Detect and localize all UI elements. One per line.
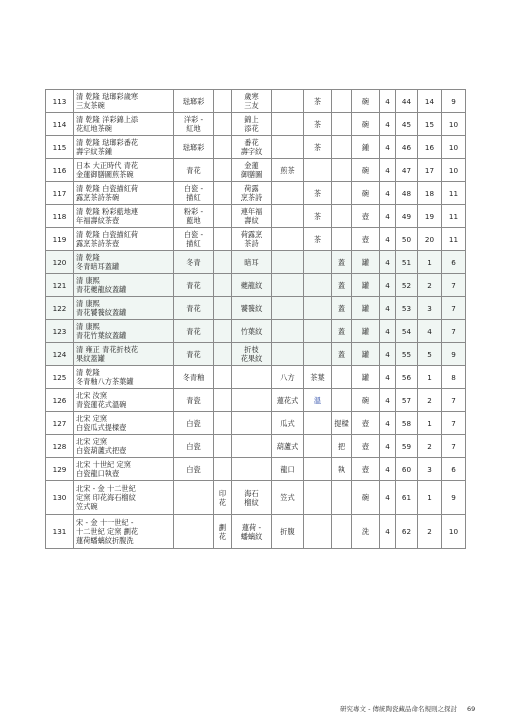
glaze-type: 青花 [174, 343, 214, 366]
function [304, 515, 332, 549]
sub-number: 5 [418, 343, 442, 366]
feature: 提樑 [332, 412, 352, 435]
serial-number: 62 [396, 515, 418, 549]
serial-number: 49 [396, 205, 418, 228]
name-length: 6 [442, 251, 466, 274]
category-code: 4 [380, 389, 396, 412]
sub-number: 2 [418, 274, 442, 297]
feature [332, 182, 352, 205]
vessel-type: 碗 [352, 481, 380, 515]
function: 茶 [304, 182, 332, 205]
sub-number: 4 [418, 320, 442, 343]
item-number: 130 [46, 481, 74, 515]
shape [272, 320, 304, 343]
motif: 金蓮 御膳圖 [232, 159, 272, 182]
vessel-type: 洗 [352, 515, 380, 549]
motif: 歲寒 三友 [232, 90, 272, 113]
item-number: 113 [46, 90, 74, 113]
item-number: 119 [46, 228, 74, 251]
name-length: 10 [442, 159, 466, 182]
feature: 蓋 [332, 251, 352, 274]
glaze-type: 琺瑯彩 [174, 90, 214, 113]
item-name: 清 康熙 青花饕餮紋蓋罐 [74, 297, 174, 320]
decoration-technique [214, 159, 232, 182]
function [304, 458, 332, 481]
decoration-technique [214, 343, 232, 366]
item-name: 北宋 - 金 十二世紀 定窯 印花海石榴紋 笠式碗 [74, 481, 174, 515]
table-row [46, 251, 466, 274]
name-length: 6 [442, 458, 466, 481]
glaze-type [174, 481, 214, 515]
name-length: 7 [442, 274, 466, 297]
item-name: 清 乾隆 琺瑯彩番花 壽字紋茶鍾 [74, 136, 174, 159]
function [304, 297, 332, 320]
feature: 蓋 [332, 297, 352, 320]
category-code: 4 [380, 297, 396, 320]
motif: 連年福 壽紋 [232, 205, 272, 228]
motif [232, 366, 272, 389]
decoration-technique [214, 113, 232, 136]
category-code: 4 [380, 320, 396, 343]
item-name: 清 乾隆 冬青暗耳蓋罐 [74, 251, 174, 274]
category-code: 4 [380, 251, 396, 274]
item-number: 127 [46, 412, 74, 435]
function [304, 159, 332, 182]
serial-number: 56 [396, 366, 418, 389]
name-length: 7 [442, 435, 466, 458]
decoration-technique [214, 274, 232, 297]
category-code: 4 [380, 113, 396, 136]
serial-number: 48 [396, 182, 418, 205]
item-name: 清 乾隆 粉彩藍地連 年福壽紋茶壺 [74, 205, 174, 228]
name-length: 9 [442, 481, 466, 515]
motif: 折枝 花果紋 [232, 343, 272, 366]
sub-number: 19 [418, 205, 442, 228]
shape [272, 136, 304, 159]
shape [272, 251, 304, 274]
name-length: 10 [442, 136, 466, 159]
sub-number: 1 [418, 481, 442, 515]
glaze-type: 白瓷 - 描紅 [174, 228, 214, 251]
table-row [46, 228, 466, 251]
category-code: 4 [380, 136, 396, 159]
motif [232, 412, 272, 435]
table-row [46, 435, 466, 458]
table-row [46, 320, 466, 343]
sub-number: 1 [418, 251, 442, 274]
category-code: 4 [380, 366, 396, 389]
serial-number: 59 [396, 435, 418, 458]
serial-number: 51 [396, 251, 418, 274]
name-length: 7 [442, 389, 466, 412]
vessel-type: 罐 [352, 251, 380, 274]
vessel-type: 罐 [352, 366, 380, 389]
name-length: 7 [442, 297, 466, 320]
function: 茶 [304, 113, 332, 136]
shape [272, 205, 304, 228]
motif [232, 435, 272, 458]
glaze-type: 冬青釉 [174, 366, 214, 389]
function: 茶葉 [304, 366, 332, 389]
shape [272, 274, 304, 297]
motif: 荷露 烹茶詩 [232, 182, 272, 205]
item-name: 清 乾隆 白瓷描紅荷 露烹茶詩茶壺 [74, 228, 174, 251]
decoration-technique: 印花 [214, 481, 232, 515]
category-code: 4 [380, 435, 396, 458]
feature [332, 90, 352, 113]
item-number: 124 [46, 343, 74, 366]
running-title: 研究專文 - 傳統陶瓷藏品命名規則之探討 [340, 705, 457, 713]
motif: 暗耳 [232, 251, 272, 274]
category-code: 4 [380, 159, 396, 182]
function: 茶 [304, 205, 332, 228]
shape: 瓜式 [272, 412, 304, 435]
vessel-type: 壺 [352, 435, 380, 458]
glaze-type: 冬青 [174, 251, 214, 274]
name-length: 11 [442, 205, 466, 228]
shape: 折腹 [272, 515, 304, 549]
feature [332, 389, 352, 412]
serial-number: 60 [396, 458, 418, 481]
serial-number: 45 [396, 113, 418, 136]
glaze-type: 青花 [174, 274, 214, 297]
decoration-technique [214, 412, 232, 435]
table-row [46, 159, 466, 182]
serial-number: 53 [396, 297, 418, 320]
sub-number: 3 [418, 458, 442, 481]
glaze-type: 青花 [174, 297, 214, 320]
table-row [46, 136, 466, 159]
function: 茶 [304, 90, 332, 113]
vessel-type: 鍾 [352, 136, 380, 159]
function: 茶 [304, 228, 332, 251]
serial-number: 57 [396, 389, 418, 412]
table-row [46, 182, 466, 205]
vessel-type: 壺 [352, 205, 380, 228]
vessel-type: 壺 [352, 412, 380, 435]
sub-number: 1 [418, 412, 442, 435]
name-length: 7 [442, 320, 466, 343]
glaze-type: 白瓷 - 描紅 [174, 182, 214, 205]
category-code: 4 [380, 205, 396, 228]
table-body [46, 90, 466, 549]
item-number: 129 [46, 458, 74, 481]
table-row [46, 366, 466, 389]
table-row [46, 297, 466, 320]
feature: 蓋 [332, 320, 352, 343]
feature [332, 113, 352, 136]
catalog-table [45, 89, 466, 549]
table-row [46, 274, 466, 297]
function: 溫 [304, 389, 332, 412]
item-name: 清 雍正 青花折枝花 果紋蓋罐 [74, 343, 174, 366]
serial-number: 46 [396, 136, 418, 159]
feature: 執 [332, 458, 352, 481]
motif [232, 458, 272, 481]
name-length: 8 [442, 366, 466, 389]
sub-number: 14 [418, 90, 442, 113]
function [304, 343, 332, 366]
vessel-type: 碗 [352, 182, 380, 205]
feature [332, 515, 352, 549]
decoration-technique [214, 435, 232, 458]
decoration-technique [214, 136, 232, 159]
glaze-type: 洋彩 - 紅地 [174, 113, 214, 136]
glaze-type: 琺瑯彩 [174, 136, 214, 159]
table-row [46, 343, 466, 366]
serial-number: 50 [396, 228, 418, 251]
feature [332, 366, 352, 389]
glaze-type: 青瓷 [174, 389, 214, 412]
item-name: 宋 - 金 十一世紀 - 十二世紀 定窯 劃花 蓮荷蟠螭紋折腹洗 [74, 515, 174, 549]
item-name: 北宋 定窯 白瓷瓜式提樑壺 [74, 412, 174, 435]
shape: 葫蘆式 [272, 435, 304, 458]
feature: 蓋 [332, 274, 352, 297]
decoration-technique [214, 366, 232, 389]
serial-number: 61 [396, 481, 418, 515]
item-number: 123 [46, 320, 74, 343]
glaze-type: 白瓷 [174, 435, 214, 458]
sub-number: 3 [418, 297, 442, 320]
category-code: 4 [380, 228, 396, 251]
motif: 錦上 添花 [232, 113, 272, 136]
category-code: 4 [380, 274, 396, 297]
motif: 荷露烹 茶詩 [232, 228, 272, 251]
shape [272, 90, 304, 113]
sub-number: 15 [418, 113, 442, 136]
vessel-type: 碗 [352, 90, 380, 113]
table-row [46, 90, 466, 113]
vessel-type: 碗 [352, 113, 380, 136]
page-number: 69 [466, 705, 476, 713]
function [304, 481, 332, 515]
item-number: 117 [46, 182, 74, 205]
category-code: 4 [380, 90, 396, 113]
table-row [46, 481, 466, 515]
shape: 八方 [272, 366, 304, 389]
name-length: 7 [442, 412, 466, 435]
sub-number: 2 [418, 515, 442, 549]
item-name: 清 乾隆 琺瑯彩歲寒 三友茶碗 [74, 90, 174, 113]
sub-number: 16 [418, 136, 442, 159]
motif: 番花 壽字紋 [232, 136, 272, 159]
glaze-type: 白瓷 [174, 412, 214, 435]
feature: 把 [332, 435, 352, 458]
decoration-technique [214, 297, 232, 320]
item-number: 125 [46, 366, 74, 389]
glaze-type: 白瓷 [174, 458, 214, 481]
serial-number: 55 [396, 343, 418, 366]
sub-number: 18 [418, 182, 442, 205]
table-row [46, 205, 466, 228]
item-number: 120 [46, 251, 74, 274]
feature [332, 136, 352, 159]
vessel-type: 罐 [352, 320, 380, 343]
shape [272, 113, 304, 136]
category-code: 4 [380, 343, 396, 366]
decoration-technique: 劃花 [214, 515, 232, 549]
shape [272, 297, 304, 320]
function [304, 320, 332, 343]
feature [332, 205, 352, 228]
item-number: 114 [46, 113, 74, 136]
motif: 竹葉紋 [232, 320, 272, 343]
name-length: 9 [442, 343, 466, 366]
motif [232, 389, 272, 412]
category-code: 4 [380, 412, 396, 435]
serial-number: 44 [396, 90, 418, 113]
function [304, 274, 332, 297]
decoration-technique [214, 205, 232, 228]
item-name: 北宋 定窯 白瓷葫蘆式把壺 [74, 435, 174, 458]
serial-number: 47 [396, 159, 418, 182]
vessel-type: 罐 [352, 297, 380, 320]
feature [332, 159, 352, 182]
name-length: 10 [442, 113, 466, 136]
sub-number: 20 [418, 228, 442, 251]
sub-number: 2 [418, 389, 442, 412]
vessel-type: 壺 [352, 228, 380, 251]
shape [272, 182, 304, 205]
vessel-type: 罐 [352, 274, 380, 297]
motif: 海石 榴紋 [232, 481, 272, 515]
decoration-technique [214, 389, 232, 412]
decoration-technique [214, 251, 232, 274]
motif: 蓮荷 - 蟠螭紋 [232, 515, 272, 549]
item-name: 清 康熙 青花竹葉紋蓋罐 [74, 320, 174, 343]
table-row [46, 412, 466, 435]
shape: 龍口 [272, 458, 304, 481]
vessel-type: 碗 [352, 159, 380, 182]
item-number: 118 [46, 205, 74, 228]
page-footer [340, 704, 475, 713]
name-length: 11 [442, 228, 466, 251]
shape [272, 343, 304, 366]
serial-number: 58 [396, 412, 418, 435]
decoration-technique [214, 182, 232, 205]
decoration-technique [214, 228, 232, 251]
shape: 煎茶 [272, 159, 304, 182]
function: 茶 [304, 136, 332, 159]
item-name: 北宋 十世紀 定窯 白瓷龍口執壺 [74, 458, 174, 481]
table-row [46, 389, 466, 412]
vessel-type: 壺 [352, 458, 380, 481]
shape: 笠式 [272, 481, 304, 515]
name-length: 11 [442, 182, 466, 205]
item-number: 116 [46, 159, 74, 182]
glaze-type: 青花 [174, 320, 214, 343]
shape: 蓮花式 [272, 389, 304, 412]
glaze-type [174, 515, 214, 549]
function [304, 251, 332, 274]
decoration-technique [214, 90, 232, 113]
glaze-type: 青花 [174, 159, 214, 182]
category-code: 4 [380, 182, 396, 205]
function [304, 435, 332, 458]
item-number: 131 [46, 515, 74, 549]
item-name: 清 乾隆 冬青釉八方茶葉罐 [74, 366, 174, 389]
decoration-technique [214, 458, 232, 481]
sub-number: 17 [418, 159, 442, 182]
name-length: 10 [442, 515, 466, 549]
item-number: 128 [46, 435, 74, 458]
decoration-technique [214, 320, 232, 343]
feature: 蓋 [332, 343, 352, 366]
feature [332, 228, 352, 251]
table-row [46, 113, 466, 136]
sub-number: 1 [418, 366, 442, 389]
function [304, 412, 332, 435]
item-name: 清 康熙 青花夔龍紋蓋罐 [74, 274, 174, 297]
table-row [46, 458, 466, 481]
serial-number: 54 [396, 320, 418, 343]
feature [332, 481, 352, 515]
item-name: 清 乾隆 洋彩錦上添 花紅地茶碗 [74, 113, 174, 136]
item-number: 122 [46, 297, 74, 320]
motif: 饕餮紋 [232, 297, 272, 320]
item-name: 日本 大正時代 青花 金蓮御膳圖煎茶碗 [74, 159, 174, 182]
item-name: 北宋 汝窯 青瓷蓮花式溫碗 [74, 389, 174, 412]
item-number: 115 [46, 136, 74, 159]
item-name: 清 乾隆 白瓷描紅荷 露烹茶詩茶碗 [74, 182, 174, 205]
category-code: 4 [380, 515, 396, 549]
table-row [46, 515, 466, 549]
vessel-type: 罐 [352, 343, 380, 366]
vessel-type: 碗 [352, 389, 380, 412]
sub-number: 2 [418, 435, 442, 458]
shape [272, 228, 304, 251]
item-number: 121 [46, 274, 74, 297]
motif: 夔龍紋 [232, 274, 272, 297]
serial-number: 52 [396, 274, 418, 297]
name-length: 9 [442, 90, 466, 113]
category-code: 4 [380, 481, 396, 515]
category-code: 4 [380, 458, 396, 481]
item-number: 126 [46, 389, 74, 412]
glaze-type: 粉彩 - 藍地 [174, 205, 214, 228]
